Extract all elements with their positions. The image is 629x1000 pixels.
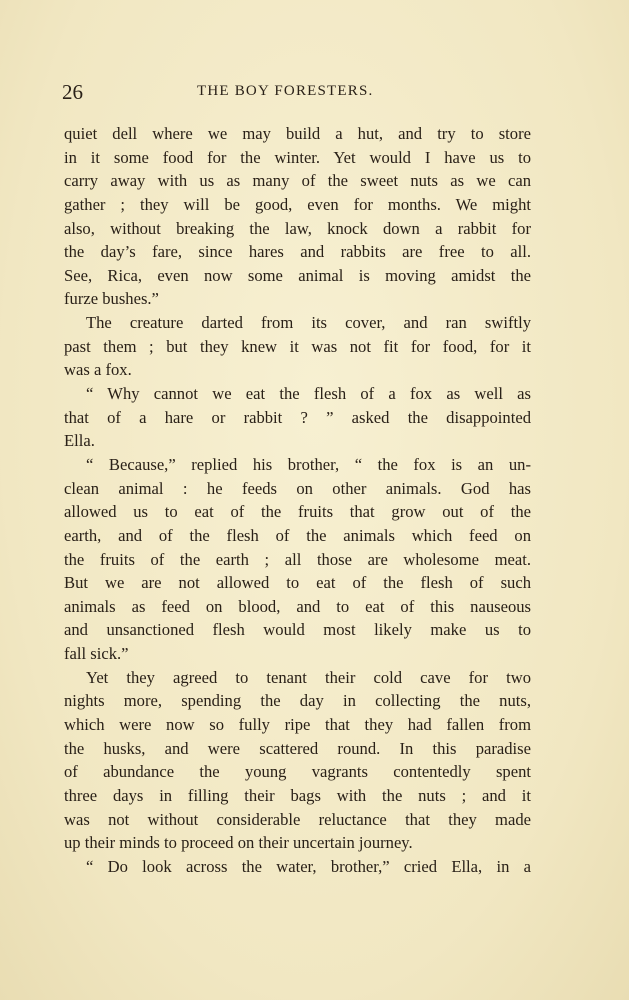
text-line: gather ; they will be good, even for months. We might [64, 194, 531, 214]
text-line: three days in filling their bags with the nuts ; and it [64, 785, 531, 805]
text-line: that of a hare or rabbit ? ” asked the disappointed [64, 407, 531, 427]
text-line: was not without considerable reluctance that they made [64, 809, 531, 829]
text-line: earth, and of the flesh of the animals which feed on [64, 525, 531, 545]
text-line: But we are not allowed to eat of the flesh of such [64, 573, 531, 593]
text-line: past them ; but they knew it was not fit for food, for it [64, 336, 531, 356]
text-line: in it some food for the winter. Yet would I have us to [64, 147, 531, 167]
text-line: and unsanctioned flesh would most likely make us to [64, 620, 531, 640]
page-header [62, 80, 532, 110]
text-line: carry away with us as many of the sweet nuts as we can [64, 171, 531, 191]
text-line: nights more, spending the day in collecting the nuts, [64, 691, 531, 711]
text-line: See, Rica, even now some animal is moving amidst the [64, 265, 531, 285]
text-line: the husks, and were scattered round. In this paradise [64, 738, 531, 758]
running-title: THE BOY FORESTERS. [197, 83, 374, 99]
text-line: furze bushes.” [64, 289, 159, 309]
text-line: “ Do look across the water, brother,” cried Ella, in a [86, 856, 531, 876]
text-line: “ Because,” replied his brother, “ the fox is an un- [86, 454, 531, 474]
text-line: which were now so fully ripe that they had fallen from [64, 715, 531, 735]
page-number: 26 [62, 80, 83, 104]
text-line: was a fox. [64, 360, 132, 380]
text-line: allowed us to eat of the fruits that grow out of the [64, 502, 531, 522]
text-line: quiet dell where we may build a hut, and try to store [64, 124, 531, 143]
text-line: “ Why cannot we eat the flesh of a fox as well as [86, 384, 531, 404]
text-line: up their minds to proceed on their uncertain journey. [64, 833, 413, 853]
text-line: also, without breaking the law, knock down a rabbit for [64, 218, 531, 238]
text-line: of abundance the young vagrants contentedly spent [64, 762, 531, 782]
body-text [64, 122, 531, 879]
text-line: clean animal : he feeds on other animals. God has [64, 478, 531, 498]
text-line: fall sick.” [64, 644, 129, 664]
text-line: the day’s fare, since hares and rabbits are free to all. [64, 242, 531, 262]
text-line: animals as feed on blood, and to eat of this nauseous [64, 596, 531, 616]
text-line: The creature darted from its cover, and ran swiftly [86, 313, 531, 333]
text-line: the fruits of the earth ; all those are wholesome meat. [64, 549, 531, 569]
text-line: Ella. [64, 431, 95, 451]
text-line: Yet they agreed to tenant their cold cave for two [86, 667, 531, 687]
